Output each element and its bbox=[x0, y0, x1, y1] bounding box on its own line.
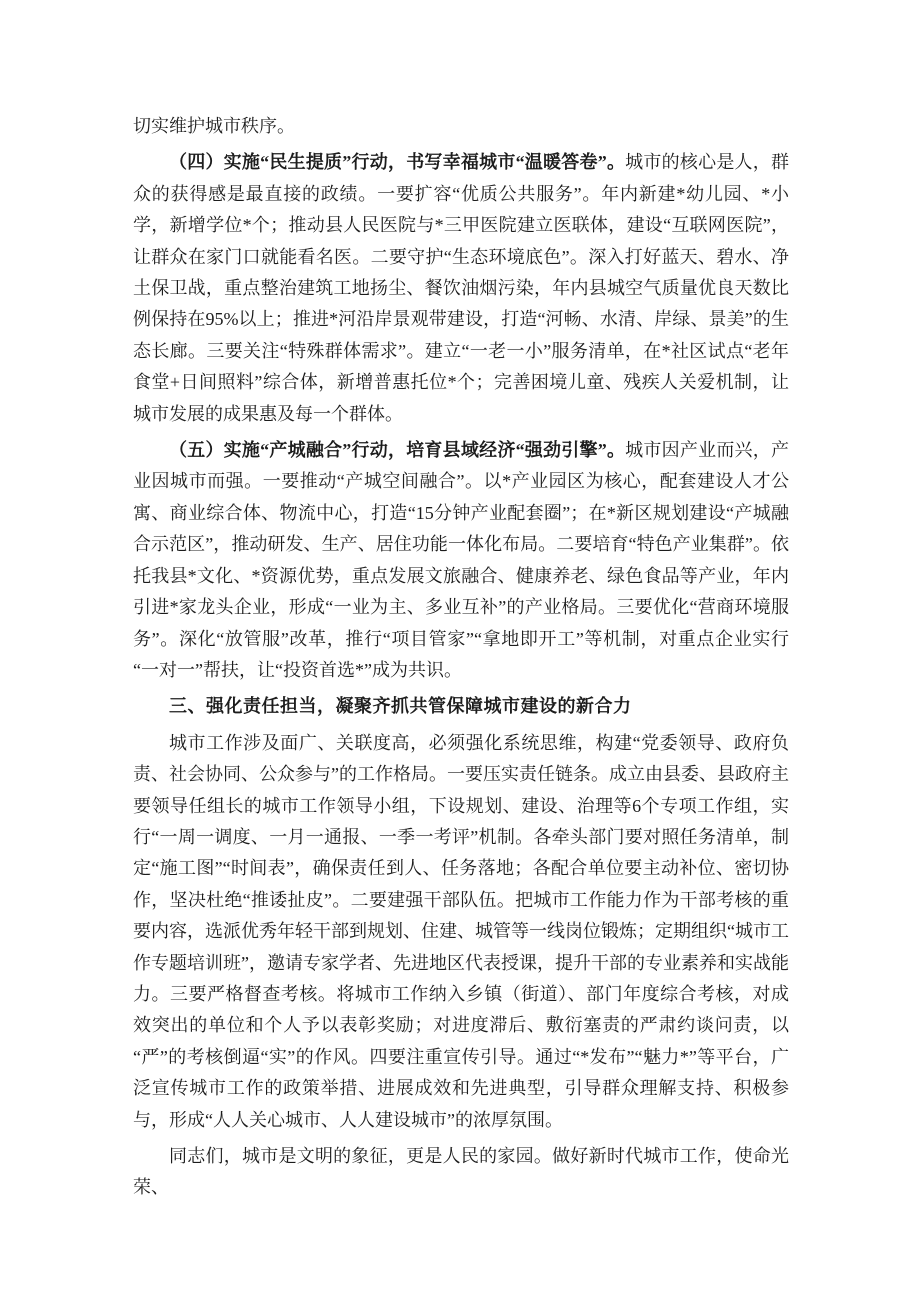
paragraph-section-5 bbox=[133, 435, 789, 686]
paragraph-closing-text: 同志们，城市是文明的象征，更是人民的家园。做好新时代城市工作，使命光荣、 bbox=[133, 1146, 789, 1198]
section-4-body: 城市的核心是人，群众的获得感是最直接的政绩。一要扩容“优质公共服务”。年内新建*幼儿园、*小学，新增学位*个；推动县人民医院与*三甲医院建立医联体，建设“互联网医院”，让群众在家门口就能看名医。二要守护“生态环境底色”。深入打好蓝天、碧水、净土保卫战，重点整治建筑工地扬尘、餐饮油烟污染，年内县城空气质量优良天数比例保持在95%以上；推进*河沿岸景观带建设，打造“河畅、水清、岸绿、景美”的生态长廊。三要关注“特殊群体需求”。建立“一老一小”服务清单，在*社区试点“老年食堂+日间照料”综合体，新增普惠托位*个；完善困境儿童、残疾人关爱机制，让城市发展的成果惠及每一个群体。 bbox=[133, 152, 789, 424]
paragraph-continuation bbox=[133, 111, 789, 142]
paragraph-responsibility bbox=[133, 728, 789, 1136]
section-5-lead: （五）实施“产城融合”行动，培育县域经济“强劲引擎”。 bbox=[169, 440, 626, 461]
section-heading-3 bbox=[133, 691, 789, 722]
paragraph-text: 切实维护城市秩序。 bbox=[133, 116, 295, 136]
paragraph-responsibility-text: 城市工作涉及面广、关联度高，必须强化系统思维，构建“党委领导、政府负责、社会协同、公众参与”的工作格局。一要压实责任链条。成立由县委、县政府主要领导任组长的城市工作领导小组，下设规划、建设、治理等6个专项工作组，实行“一周一调度、一月一通报、一季一考评”机制。各牵头部门要对照任务清单，制定“施工图”“时间表”，确保责任到人、任务落地；各配合单位要主动补位、密切协作，坚决杜绝“推诿扯皮”。二要建强干部队伍。把城市工作能力作为干部考核的重要内容，选派优秀年轻干部到规划、住建、城管等一线岗位锻炼；定期组织“城市工作专题培训班”，邀请专家学者、先进地区代表授课，提升干部的专业素养和实战能力。三要严格督查考核。将城市工作纳入乡镇（街道）、部门年度综合考核，对成效突出的单位和个人予以表彰奖励；对进度滞后、敷衍塞责的严肃约谈问责，以“严”的考核倒逼“实”的作风。四要注重宣传引导。通过“*发布”“魅力*”等平台，广泛宣传城市工作的政策举措、进展成效和先进典型，引导群众理解支持、积极参与，形成“人人关心城市、人人建设城市”的浓厚氛围。 bbox=[133, 732, 789, 1130]
paragraph-section-4 bbox=[133, 147, 789, 430]
paragraph-closing bbox=[133, 1141, 789, 1204]
section-4-lead: （四）实施“民生提质”行动，书写幸福城市“温暖答卷”。 bbox=[169, 152, 626, 173]
section-heading-3-text: 三、强化责任担当，凝聚齐抓共管保障城市建设的新合力 bbox=[169, 696, 632, 717]
section-5-body: 城市因产业而兴，产业因城市而强。一要推动“产城空间融合”。以*产业园区为核心，配套建设人才公寓、商业综合体、物流中心，打造“15分钟产业配套圈”；在*新区规划建设“产城融合示范区”，推动研发、生产、居住功能一体化布局。二要培育“特色产业集群”。依托我县*文化、*资源优势，重点发展文旅融合、健康养老、绿色食品等产业，年内引进*家龙头企业，形成“一业为主、多业互补”的产业格局。三要优化“营商环境服务”。深化“放管服”改革，推行“项目管家”“拿地即开工”等机制，对重点企业实行“一对一”帮扶，让“投资首选*”成为共识。 bbox=[133, 440, 789, 680]
document-body bbox=[133, 111, 789, 1204]
